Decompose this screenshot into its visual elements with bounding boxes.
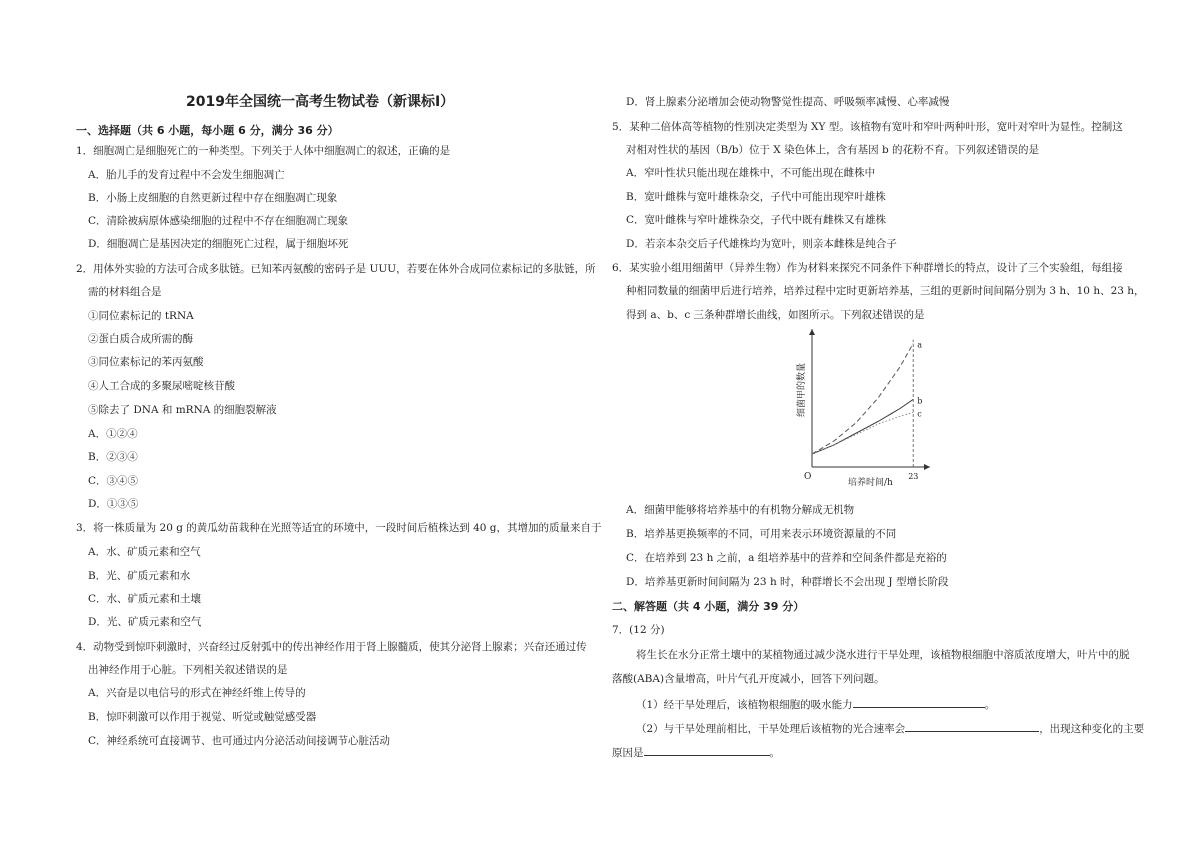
q7-para-line1: 将生长在水分正常土壤中的某植物通过减少浇水进行干旱处理，该植物根细胞中溶质浓度增大，叶片中的脱 [636,649,1130,661]
q2-item-5: ⑤除去了 DNA 和 mRNA 的细胞裂解液 [88,404,277,416]
q2-item-1: ①同位素标记的 tRNA [88,310,194,322]
q4-stem-line1: 4．动物受到惊吓刺激时，兴奋经过反射弧中的传出神经作用于肾上腺髓质，使其分泌肾上腺素；兴奋还通过传 [76,641,587,653]
y-axis-label: 细菌甲的数量 [797,362,807,417]
q3-option-c: C．水、矿质元素和土壤 [88,593,202,605]
q2-stem-line1: 2．用体外实验的方法可合成多肽链。已知苯丙氨酸的密码子是 UUU，若要在体外合成同位素标记的多肽链，所 [76,263,596,275]
q6-option-d: D．培养基更新时间间隔为 23 h 时，种群增长不会出现 J 型增长阶段 [626,576,949,588]
q3-stem: 3．将一株质量为 20 g 的黄瓜幼苗栽种在光照等适宜的环境中，一段时间后植株达到 40 g，其增加的质量来自于 [76,522,602,534]
q5-stem-line1: 5．某种二倍体高等植物的性别决定类型为 XY 型。该植物有宽叶和窄叶两种叶形，宽叶对窄叶为显性。控制这 [612,121,1123,133]
q7-sub1-text: （1）经干旱处理后，该植物根细胞的吸水能力 [636,699,853,711]
q5-option-c: C．宽叶雌株与窄叶雄株杂交，子代中既有雌株又有雄株 [626,214,887,226]
q7-number: 7．(12 分) [612,624,665,636]
origin-label: O [804,472,812,482]
q7-sub2 [636,720,1144,736]
q6-option-b: B．培养基更换频率的不同，可用来表示环境资源量的不同 [626,528,897,540]
q7-sub2-line2 [612,744,780,760]
q6-option-c: C．在培养到 23 h 之前，a 组培养基中的营养和空间条件都是充裕的 [626,552,947,564]
q1-stem: 1．细胞凋亡是细胞死亡的一种类型。下列关于人体中细胞凋亡的叙述，正确的是 [76,145,451,157]
q4-option-d: D．肾上腺素分泌增加会使动物警觉性提高、呼吸频率减慢、心率减慢 [626,96,950,108]
q7-sub1-end: 。 [984,699,996,711]
q2-item-4: ④人工合成的多聚尿嘧啶核苷酸 [88,380,235,392]
x-axis-label: 培养时间/h [848,478,893,488]
q2-option-c: C．③④⑤ [88,475,139,487]
page-title: 2019年全国统一高考生物试卷（新课标Ⅰ） [186,94,455,110]
q7-sub2-text: （2）与干旱处理前相比，干旱处理后该植物的光合速率会 [636,723,906,735]
section2-heading: 二、解答题（共 4 小题，满分 39 分） [612,600,805,613]
q6-option-a: A．细菌甲能够将培养基中的有机物分解成无机物 [626,504,855,516]
series-b-line [812,399,913,454]
q1-option-c: C．清除被病原体感染细胞的过程中不存在细胞凋亡现象 [88,215,349,227]
q5-option-a: A．窄叶性状只能出现在雄株中，不可能出现在雌株中 [626,167,876,179]
series-b-label: b [917,396,923,406]
q5-option-b: B．宽叶雌株与宽叶雄株杂交，子代中可能出现窄叶雄株 [626,191,886,203]
q1-option-b: B．小肠上皮细胞的自然更新过程中存在细胞凋亡现象 [88,192,338,204]
q2-option-b: B．②③④ [88,451,138,463]
series-a-line [812,344,913,455]
q7-sub2-answer-blank-1[interactable] [905,720,1039,732]
q7-sub2-reason-label: 原因是 [612,747,644,759]
growth-curve-chart [770,325,940,495]
section1-heading: 一、选择题（共 6 小题，每小题 6 分，满分 36 分） [76,124,339,137]
q1-option-d: D．细胞凋亡是基因决定的细胞死亡过程，属于细胞坏死 [88,238,349,250]
y-axis-arrow [809,329,815,335]
q7-sub2-end: 。 [769,747,780,759]
q2-option-a: A．①②④ [88,428,138,440]
q5-stem-line2: 对相对性状的基因（B/b）位于 X 染色体上，含有基因 b 的花粉不育。下列叙述错误的是 [626,144,1040,156]
q4-option-b: B．惊吓刺激可以作用于视觉、听觉或触觉感受器 [88,711,317,723]
q4-stem-line2: 出神经作用于心脏。下列相关叙述错误的是 [88,664,288,676]
q5-option-d: D．若亲本杂交后子代雄株均为宽叶，则亲本雌株是纯合子 [626,238,897,250]
q3-option-a: A．水、矿质元素和空气 [88,546,201,558]
q2-item-2: ②蛋白质合成所需的酶 [88,333,193,345]
q4-option-a: A．兴奋是以电信号的形式在神经纤维上传导的 [88,687,306,699]
q6-stem-line3: 得到 a、b、c 三条种群增长曲线，如图所示。下列叙述错误的是 [626,309,925,321]
q7-sub1 [636,696,995,712]
q1-option-a: A．胎儿手的发育过程中不会发生细胞凋亡 [88,169,285,181]
q3-option-d: D．光、矿质元素和空气 [88,616,202,628]
x-tick-label: 23 [908,472,919,481]
series-c-label: c [917,409,922,419]
q4-option-c: C．神经系统可直接调节、也可通过内分泌活动间接调节心脏活动 [88,735,391,747]
q6-stem-line1: 6．某实验小组用细菌甲（异养生物）作为材料来探究不同条件下种群增长的特点，设计了三个实验组，每组接 [612,262,1123,274]
q2-stem-line2: 需的材料组合是 [88,286,162,298]
q3-option-b: B．光、矿质元素和水 [88,570,191,582]
q7-sub2-text-tail: ，出现这种变化的主要 [1039,723,1145,735]
q7-sub2-answer-blank-2[interactable] [644,744,770,756]
q7-para-line2: 落酸(ABA)含量增高，叶片气孔开度减小，回答下列问题。 [612,673,885,685]
q7-sub1-answer-blank[interactable] [853,696,985,708]
x-axis-arrow [924,464,930,470]
q2-option-d: D．①③⑤ [88,498,139,510]
q6-stem-line2: 种相同数量的细菌甲后进行培养，培养过程中定时更新培养基，三组的更新时间间隔分别为 3 h、10 h、23 h， [626,285,1145,297]
series-a-label: a [917,340,922,350]
q2-item-3: ③同位素标记的苯丙氨酸 [88,356,204,368]
